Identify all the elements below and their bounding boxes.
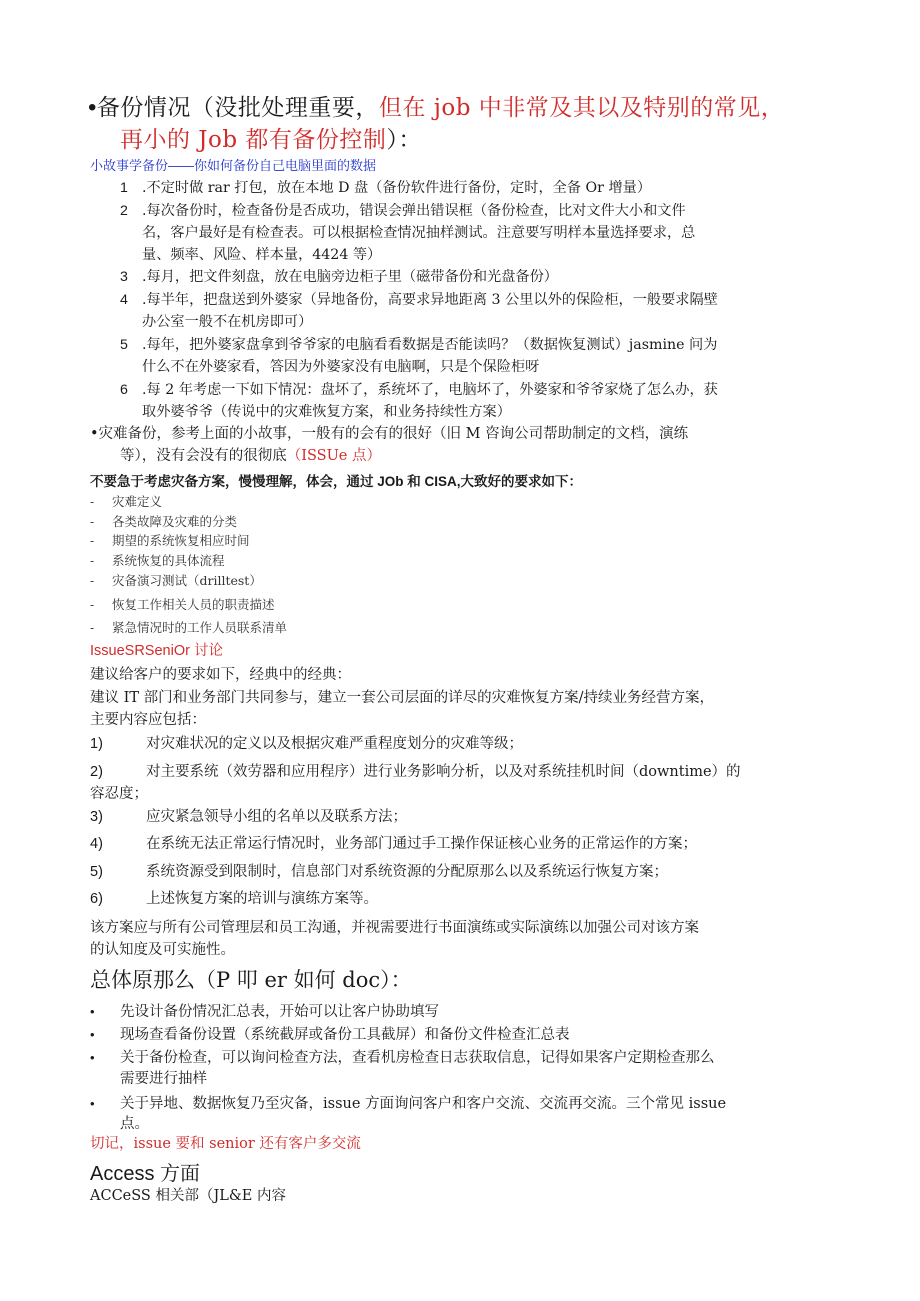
story-item-text: 取外婆爷爷（传说中的灾难恢复方案，和业务持续性方案） (142, 404, 511, 420)
remember-note: 切记，issue 要和 senior 还有客户多交流 (90, 1136, 361, 1152)
advice-para-line1: 建议 IT 部门和业务部门共同参与，建立一套公司层面的详尽的灾难恢复方案/持续业务经营方案， (90, 690, 714, 706)
advice-item-number: 6) (90, 891, 103, 907)
principle-item-text: 现场查看备份设置（系统截屏或备份工具截屏）和备份文件检查汇总表 (120, 1027, 570, 1043)
advice-item-number: 2) (90, 764, 103, 780)
bullet-marker: • (90, 1050, 95, 1065)
backup-heading-line2 (120, 124, 422, 156)
bullet-marker: • (90, 1004, 95, 1019)
heading-bullet: • (88, 94, 97, 121)
story-item-line (142, 402, 511, 423)
story-item-line (142, 312, 312, 333)
advice-item-line (90, 734, 523, 755)
story-item-text: .每次备份时，检查备份是否成功，错误会弹出错误框（备份检查，比对文件大小和文件 (142, 203, 686, 219)
advice-item-number: 4) (90, 836, 103, 852)
heading-part3: 再小的 Job 都有备份控制 (120, 127, 387, 153)
story-item-line (120, 335, 717, 356)
requirement-text: 紧急情况时的工作人员联系清单 (112, 620, 288, 635)
requirement-item (90, 618, 287, 638)
issue-discuss: IssueSRSeniOr 讨论 (90, 643, 223, 659)
story-item-text: .每 2 年考虑一下如下情况：盘坏了，系统坏了，电脑坏了，外婆家和爷爷家烧了怎么办，获 (142, 382, 718, 398)
advice-item-text: 容忍度； (90, 786, 148, 802)
dash-marker: - (90, 621, 95, 635)
bullet-marker: • (90, 1027, 95, 1042)
story-item-number: 1 (120, 180, 128, 196)
story-item-line (120, 201, 686, 222)
story-item-number: 2 (120, 203, 128, 219)
story-title: 小故事学备份——你如何备份自己电脑里面的数据 (90, 158, 377, 173)
advice-item-line (90, 889, 378, 910)
disaster-line2-text: 等），没有会没有的很彻底 (120, 448, 287, 464)
closing-para-line2: 的认知度及可实施性。 (90, 942, 235, 958)
story-item-line (142, 357, 539, 378)
advice-item-line (90, 784, 148, 805)
principle-item-line (90, 1001, 439, 1023)
story-item-line (120, 267, 558, 288)
advice-item-text: 系统资源受到限制时，信息部门对系统资源的分配原那么以及系统运行恢复方案； (146, 864, 668, 880)
story-item-text: .每年，把外婆家盘拿到爷爷家的电脑看看数据是否能读吗？（数据恢复测试）jasmine 问为 (142, 337, 718, 353)
requirement-item (90, 551, 225, 571)
disaster-line1: •灾难备份，参考上面的小故事，一般有的会有的很好（旧 M 咨询公司帮助制定的文档，演练 (90, 426, 689, 442)
dash-marker: - (90, 515, 95, 529)
story-item-line (120, 290, 718, 311)
principle-item-line (90, 1024, 570, 1046)
story-item-text: 量、频率、风险、样本量，4424 等） (142, 247, 382, 263)
access-title: Access 方面 (90, 1163, 201, 1185)
principle-item-line (90, 1047, 715, 1069)
bullet-marker: • (90, 1096, 95, 1111)
advice-item-number: 3) (90, 809, 103, 825)
disaster-line2 (120, 446, 381, 467)
principle-item-text: 关于备份检查，可以询问检查方法，查看机房检查日志获取信息，记得如果客户定期检查那么 (120, 1050, 715, 1066)
story-item-line (120, 380, 718, 401)
requirement-text: 系统恢复的具体流程 (112, 553, 225, 568)
requirement-item (90, 492, 162, 512)
advice-item-line (90, 834, 697, 855)
story-item-number: 5 (120, 337, 128, 353)
requirement-item (90, 531, 250, 551)
dash-marker: - (90, 534, 95, 548)
advice-item-text: 在系统无法正常运行情况时，业务部门通过手工操作保证核心业务的正常运作的方案； (146, 836, 697, 852)
backup-heading-line1 (88, 92, 784, 124)
advice-item-text: 应灾紧急领导小组的名单以及联系方法； (146, 809, 407, 825)
requirement-item (90, 512, 237, 532)
principle-item-line (90, 1093, 726, 1115)
advice-item-line (90, 807, 407, 828)
requirement-text: 灾备演习测试（drilltest） (112, 573, 262, 588)
principle-item-text: 需要进行抽样 (120, 1071, 207, 1087)
principle-item-line (120, 1114, 149, 1135)
advice-item-line (90, 862, 668, 883)
story-item-text: .每半年，把盘送到外婆家（异地备份，高要求异地距离 3 公里以外的保险柜，一般要求隔壁 (142, 292, 718, 308)
principle-item-line (120, 1069, 207, 1090)
story-item-number: 3 (120, 269, 128, 285)
heading-part4: ）： (386, 127, 422, 153)
story-item-text: .不定时做 rar 打包，放在本地 D 盘（备份软件进行备份，定时，全备 Or 增量） (142, 180, 652, 196)
story-item-text: 办公室一般不在机房即可） (142, 314, 313, 330)
principle-item-text: 点。 (120, 1116, 149, 1132)
advice-item-number: 1) (90, 736, 103, 752)
advice-para-line2: 主要内容应包括： (90, 712, 206, 728)
story-item-text: 名，客户最好是有检查表。可以根据检查情况抽样测试。注意要写明样本量选择要求，总 (142, 225, 696, 241)
requirement-item (90, 571, 262, 591)
story-item-text: .每月，把文件刻盘，放在电脑旁边柜子里（磁带备份和光盘备份） (142, 269, 558, 285)
dash-marker: - (90, 574, 95, 588)
requirement-item (90, 595, 275, 615)
advice-item-text: 上述恢复方案的培训与演练方案等。 (146, 891, 378, 907)
story-item-line (120, 178, 651, 199)
requirement-text: 恢复工作相关人员的职责描述 (112, 597, 275, 612)
principle-item-text: 先设计备份情况汇总表，开始可以让客户协助填写 (120, 1004, 439, 1020)
dash-marker: - (90, 554, 95, 568)
principle-item-text: 关于异地、数据恢复乃至灾备，issue 方面询问客户和客户交流、交流再交流。三个常见 issue (120, 1096, 727, 1112)
story-item-number: 6 (120, 382, 128, 398)
advice-item-text: 对主要系统（效劳器和应用程序）进行业务影响分析，以及对系统挂机时间（downtime）的 (146, 764, 741, 780)
requirement-text: 灾难定义 (112, 494, 163, 509)
heading-part2: 但在 job 中非常及其以及特别的常见， (378, 95, 785, 121)
requirement-text: 各类故障及灾难的分类 (112, 514, 238, 529)
story-item-text: 什么不在外婆家看，答因为外婆家没有电脑啊，只是个保险柜呀 (142, 359, 540, 375)
no-hurry-note: 不要急于考虑灾备方案，慢慢理解，体会，通过 JOb 和 CISA,大致好的要求如下： (90, 474, 583, 489)
principle-title: 总体原那么（P 叩 er 如何 doc）： (90, 968, 412, 992)
advice-item-number: 5) (90, 864, 103, 880)
advice-item-text: 对灾难状况的定义以及根据灾难严重程度划分的灾难等级； (146, 736, 523, 752)
dash-marker: - (90, 598, 95, 612)
dash-marker: - (90, 495, 95, 509)
story-item-line (142, 245, 381, 266)
story-item-line (142, 223, 695, 244)
access-line: ACCeSS 相关部（JL&E 内容 (90, 1188, 287, 1204)
story-item-number: 4 (120, 292, 128, 308)
closing-para-line1: 该方案应与所有公司管理层和员工沟通，并视需要进行书面演练或实际演练以加强公司对该方案 (90, 920, 699, 936)
advice-item-line (90, 762, 741, 783)
requirement-text: 期望的系统恢复相应时间 (112, 533, 250, 548)
issue-point: （ISSUe 点） (286, 448, 381, 464)
heading-part1: 备份情况（没批处理重要， (96, 95, 379, 121)
advice-intro: 建议给客户的要求如下，经典中的经典： (90, 667, 351, 683)
